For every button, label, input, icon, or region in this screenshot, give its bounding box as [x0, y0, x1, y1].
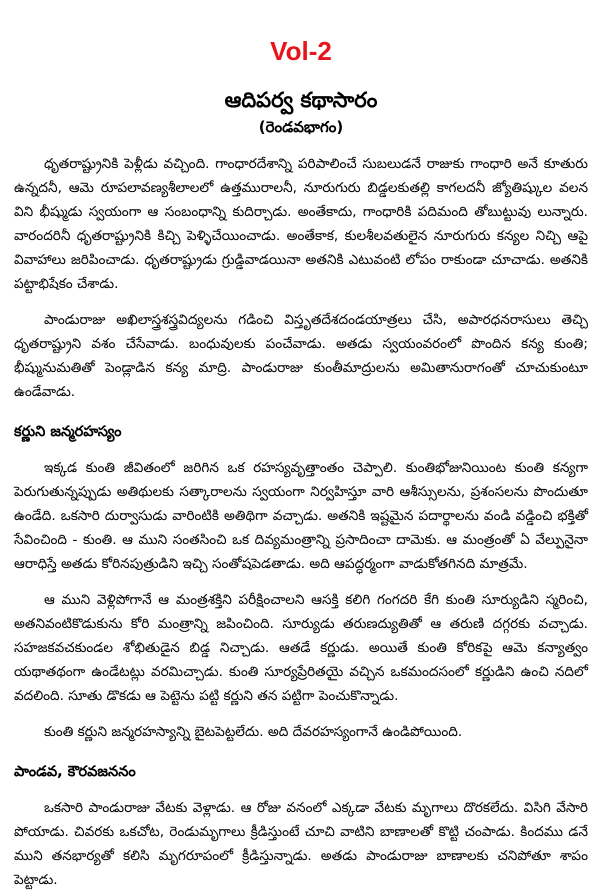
- page-title: ఆదిపర్వ కథాసారం: [224, 88, 378, 112]
- paragraph: ఒకసారి పాండురాజు వేటకు వెళ్లాడు. ఆ రోజు వనంలో ఎక్కడా వేటకు మృగాలు దొరకలేదు. విసిగి వేసారి పోయాడు. చివరకు ఒకచోట, రెండుమృగాలు క్రీడిస్తుంటే చూచి వాటిని బాణాలతో కొట్టి చంపాడు. కిందము డనే ముని తనభార్యతో కలిసి మృగరూపంలో క్రీడిస్తున్నాడు. అతడు పాండురాజు బాణాలకు చనిపోతూ శాపం పెట్టాడు.: [14, 800, 588, 888]
- paragraph: కుంతి కర్ణుని జన్మరహస్యాన్ని బైటపెట్టలేదు. అది దేవరహస్యంగానే ఉండిపోయింది.: [44, 724, 463, 740]
- paragraph: ఇక్కడ కుంతి జీవితంలో జరిగిన ఒక రహస్యవృత్తాంతం చెప్పాలి. కుంతిభోజునియింట కుంతి కన్యగా పెరుగుతున్నప్పుడు అతిథులకు సత్కారాలను స్వయంగా నిర్వహిస్తూ వారి ఆశీస్సులను, ప్రశంసలను పొందుతూ ఉండేది. ఒకసారి దుర్వాసుడు వారింటికి అతిథిగా వచ్చాడు. అతనికి ఇష్టమైన పదార్థాలను వండి వడ్డించి భక్తితో సేవించింది - కుంతి. ఆ ముని సంతసించి ఒక దివ్యమంత్రాన్ని ప్రసాదించా దామెకు. ఆ మంత్రంతో ఏ వేల్పునైనా ఆరాధిస్తే అతడు కోరినపుత్రుడిని ఇచ్చి సంతోషపెడతాడు. అది ఆపద్ధర్మంగా వాడుకోతగినది మాత్రమే.: [14, 460, 588, 572]
- paragraph: ధృతరాష్ట్రునికి పెళ్లీడు వచ్చింది. గాంధారదేశాన్ని పరిపాలించే సుబలుడనే రాజుకు గాంధారి అనే కూతురు ఉన్నదనీ, ఆమె రూపలావణ్యశీలాలలో ఉత్తమురాలనీ, నూరుగురు బిడ్డలకుతల్లి కాగలదనీ జ్యోతిష్కుల వలన విని భీష్ముడు స్వయంగా ఆ సంబంధాన్ని కుదిర్చాడు. అంతేకాదు, గాంధారికి పదిమంది తోబుట్టువు లున్నారు. వారందరినీ ధృతరాష్ట్రునికి కిచ్చి పెళ్ళిచేయించాడు. అంతేకాక, కులశీలవతులైన నూరుగురు కన్యల నిచ్చి ఆపై వివాహాలు జరిపించాడు. ధృతరాష్ట్రుడు గ్రుడ్డివాడయినా అతనికి ఎటువంటి లోపం రాకుండా చూచాడు. అతనికి పట్టాభిషేకం చేశాడు.: [14, 156, 588, 292]
- paragraph: పాండురాజు అఖిలాస్త్రశస్త్రవిద్యలను గడించి విస్తృతదేశదండయాత్రలు చేసి, అపారధనరాసులు తెచ్చి ధృతరాష్ట్రుని వశం చేసేవాడు. బంధువులకు పంచేవాడు. అతడు స్వయంవరంలో పొందిన కన్య కుంతి; భీష్మునుమతితో పెండ్లాడిన కన్య మాద్రి. పాండురాజు కుంతీమాద్రులను అమితానురాగంతో చూచుకుంటూ ఉండేవాడు.: [14, 312, 588, 400]
- volume-label: Vol-2: [270, 36, 332, 66]
- section-heading-pandava: పాండవ, కౌరవజననం: [14, 764, 136, 780]
- paragraph: ఆ ముని వెళ్లిపోగానే ఆ మంత్రశక్తిని పరీక్షించాలని ఆసక్తి కలిగి గంగదరి కేగి కుంతి సూర్యుడిని స్మరించి, అతనివంటికొడుకును కోరి మంత్రాన్ని జపించింది. సూర్యుడు తరుణద్యుతితో ఆ తరుణి దగ్గరకు వచ్చాడు. సహజకవచకుండల శోభితుడైన బిడ్డ నిచ్చాడు. ఆతడే కర్ణుడు. అయితే కుంతి కోరికపై ఆమె కన్యాత్వం యథాతథంగా ఉండేటట్లు వరమిచ్చాడు. కుంతి సూర్యప్రేరితయై వచ్చిన ఒకమందసంలో కర్ణుడిని ఉంచి నదిలో వదలింది. సూతు డొకడు ఆ పెట్టెను పట్టి కర్ణుని తన పట్టిగా పెంచుకొన్నాడు.: [14, 592, 588, 704]
- section-heading-karna: కర్ణుని జన్మరహస్యం: [14, 424, 122, 440]
- page-subtitle: (రెండవభాగం): [258, 118, 344, 136]
